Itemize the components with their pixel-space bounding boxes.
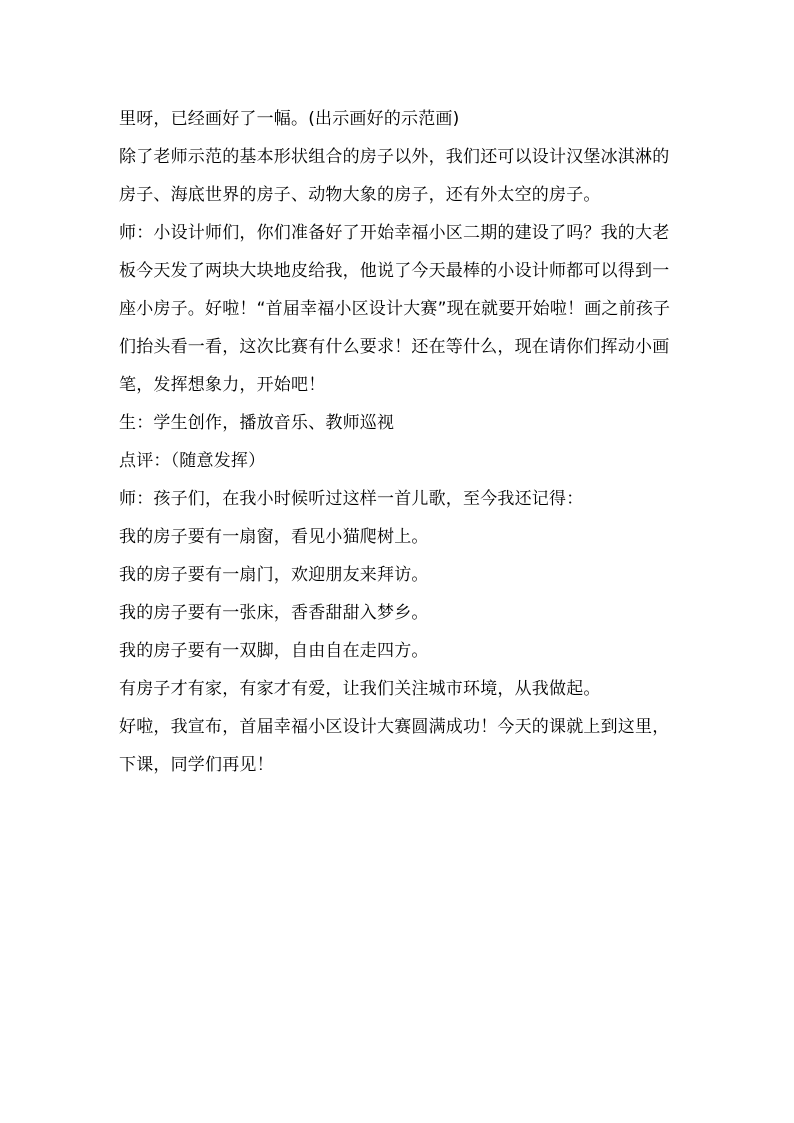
song-line-feet: 我的房子要有一双脚，自由自在走四方。 [119, 641, 429, 661]
paragraph-house-ideas: 除了老师示范的基本形状组合的房子以外，我们还可以设计汉堡冰淇淋的房子、海底世界的房子、动物大象的房子，还有外太空的房子。 [119, 147, 670, 205]
song-line-bed: 我的房子要有一张床，香香甜甜入梦乡。 [119, 603, 429, 623]
paragraph-teacher-contest: 师：小设计师们，你们准备好了开始幸福小区二期的建设了吗？我的大老板今天发了两块大块地皮给我，他说了今天最棒的小设计师都可以得到一座小房子。好啦！“首届幸福小区设计大赛”现在就要开始啦！画之前孩子们抬头看一看，这次比赛有什么要求！还在等什么，现在请你们挥动小画笔，发挥想象力，开始吧！ [119, 223, 671, 395]
paragraph-comment: 点评：（随意发挥） [119, 451, 266, 471]
song-line-door: 我的房子要有一扇门，欢迎朋友来拜访。 [119, 565, 429, 585]
paragraph-environment: 有房子才有家，有家才有爱，让我们关注城市环境，从我做起。 [119, 679, 601, 699]
document-body [119, 100, 679, 784]
paragraph-student-creation: 生：学生创作，播放音乐、教师巡视 [119, 413, 395, 433]
paragraph-continuation: 里呀，已经画好了一幅。(出示画好的示范画) [119, 109, 460, 129]
paragraph-teacher-song-intro: 师：孩子们，在我小时候听过这样一首儿歌，至今我还记得： [119, 489, 584, 509]
paragraph-closing: 好啦，我宣布，首届幸福小区设计大赛圆满成功！今天的课就上到这里，下课，同学们再见！ [119, 717, 670, 775]
song-line-window: 我的房子要有一扇窗，看见小猫爬树上。 [119, 527, 429, 547]
